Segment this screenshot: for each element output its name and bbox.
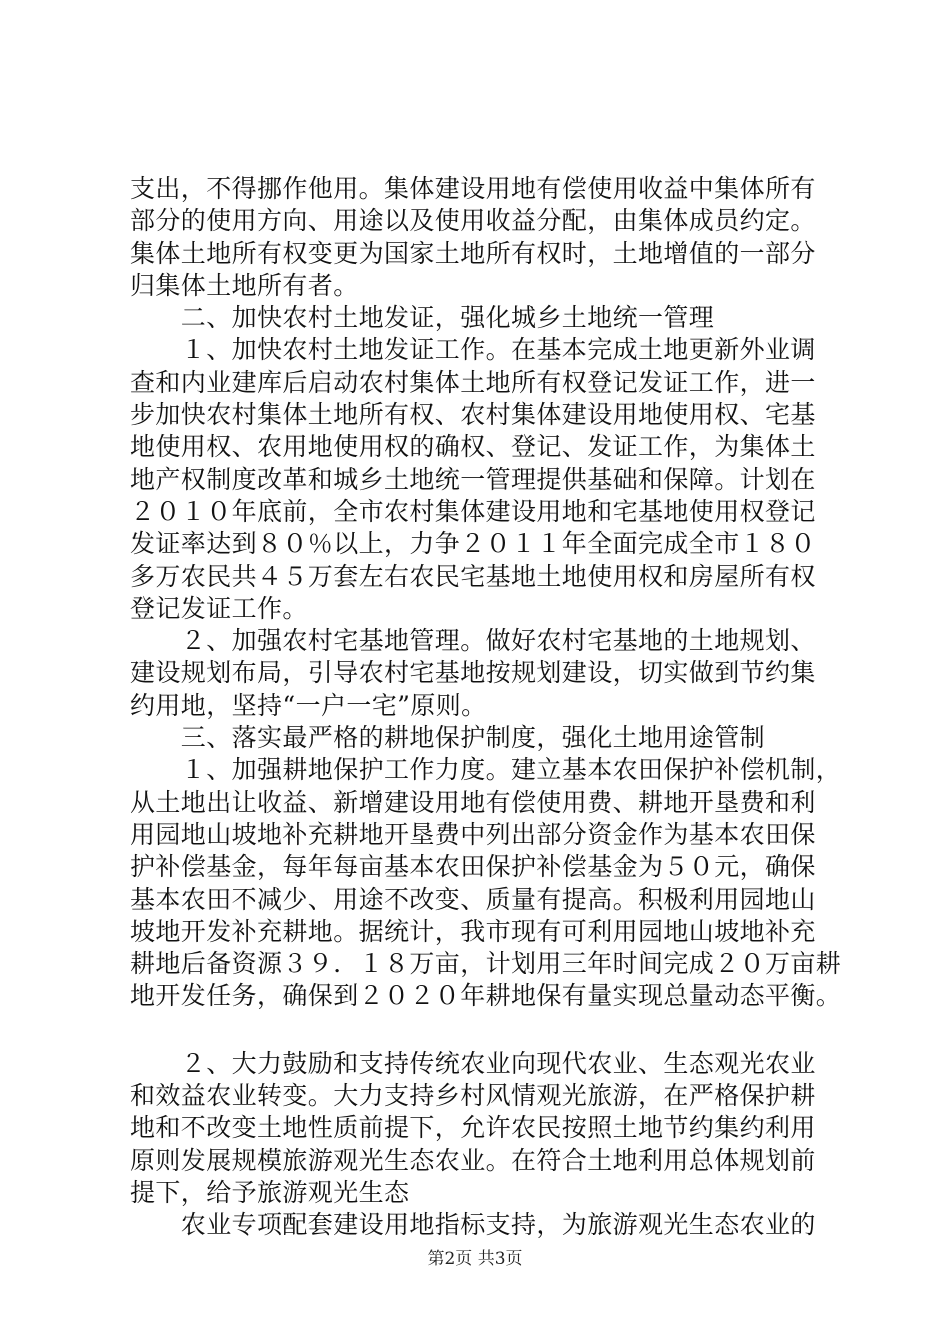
text-line: 地开发任务，确保到２０２０年耕地保有量实现总量动态平衡。 bbox=[130, 981, 842, 1011]
text-line: 发证率达到８０％以上，力争２０１１年全面完成全市１８０ bbox=[130, 529, 816, 559]
text-line: 建设规划布局，引导农村宅基地按规划建设，切实做到节约集 bbox=[130, 658, 816, 688]
text-line: 登记发证工作。 bbox=[130, 593, 308, 623]
text-line: 坡地开发补充耕地。据统计，我市现有可利用园地山坡地补充 bbox=[130, 916, 816, 946]
text-line: 查和内业建库后启动农村集体土地所有权登记发证工作，进一 bbox=[130, 367, 816, 397]
text-line: 约用地，坚持“一户一宅”原则。 bbox=[130, 690, 487, 720]
text-line: 集体土地所有权变更为国家土地所有权时，土地增值的一部分 bbox=[130, 238, 816, 268]
text-line: 支出，不得挪作他用。集体建设用地有偿使用收益中集体所有 bbox=[130, 174, 816, 203]
text-line: 部分的使用方向、用途以及使用收益分配，由集体成员约定。 bbox=[130, 206, 816, 236]
paragraph-gap bbox=[130, 1013, 835, 1048]
text-line: 地和不改变土地性质前提下，允许农民按照土地节约集约利用 bbox=[130, 1113, 816, 1143]
text-line: 归集体土地所有者。 bbox=[130, 270, 359, 300]
text-line: 多万农民共４５万套左右农民宅基地土地使用权和房屋所有权 bbox=[130, 561, 816, 591]
document-body bbox=[130, 173, 842, 1242]
text-line: ２、加强农村宅基地管理。做好农村宅基地的土地规划、 bbox=[130, 626, 816, 656]
text-line: 提下，给予旅游观光生态 bbox=[130, 1177, 410, 1207]
text-line: １、加强耕地保护工作力度。建立基本农田保护补偿机制， bbox=[130, 755, 842, 785]
text-line: 基本农田不减少、用途不改变、质量有提高。积极利用园地山 bbox=[130, 884, 816, 914]
text-line: 护补偿基金，每年每亩基本农田保护补偿基金为５０元，确保 bbox=[130, 852, 816, 882]
text-line: 耕地后备资源３９．１８万亩，计划用三年时间完成２０万亩耕 bbox=[130, 949, 842, 979]
text-line: 农业专项配套建设用地指标支持，为旅游观光生态农业的 bbox=[130, 1210, 816, 1240]
text-line: 地使用权、农用地使用权的确权、登记、发证工作，为集体土 bbox=[130, 432, 816, 462]
text-line: 和效益农业转变。大力支持乡村风情观光旅游，在严格保护耕 bbox=[130, 1081, 816, 1111]
text-line: 原则发展规模旅游观光生态农业。在符合土地利用总体规划前 bbox=[130, 1145, 816, 1175]
text-line: ２、大力鼓励和支持传统农业向现代农业、生态观光农业 bbox=[130, 1048, 816, 1078]
text-line: ２０１０年底前，全市农村集体建设用地和宅基地使用权登记 bbox=[130, 496, 816, 526]
section-heading: 二、加快农村土地发证，强化城乡土地统一管理 bbox=[130, 303, 715, 333]
section-heading: 三、落实最严格的耕地保护制度，强化土地用途管制 bbox=[130, 723, 766, 753]
text-line: 步加快农村集体土地所有权、农村集体建设用地使用权、宅基 bbox=[130, 400, 816, 430]
text-line: 地产权制度改革和城乡土地统一管理提供基础和保障。计划在 bbox=[130, 464, 816, 494]
text-line: 用园地山坡地补充耕地开垦费中列出部分资金作为基本农田保 bbox=[130, 819, 816, 849]
text-line: 从土地出让收益、新增建设用地有偿使用费、耕地开垦费和利 bbox=[130, 787, 816, 817]
page-number-footer: 第2页 共3页 bbox=[427, 1249, 523, 1269]
text-line: １、加快农村土地发证工作。在基本完成土地更新外业调 bbox=[130, 335, 816, 365]
